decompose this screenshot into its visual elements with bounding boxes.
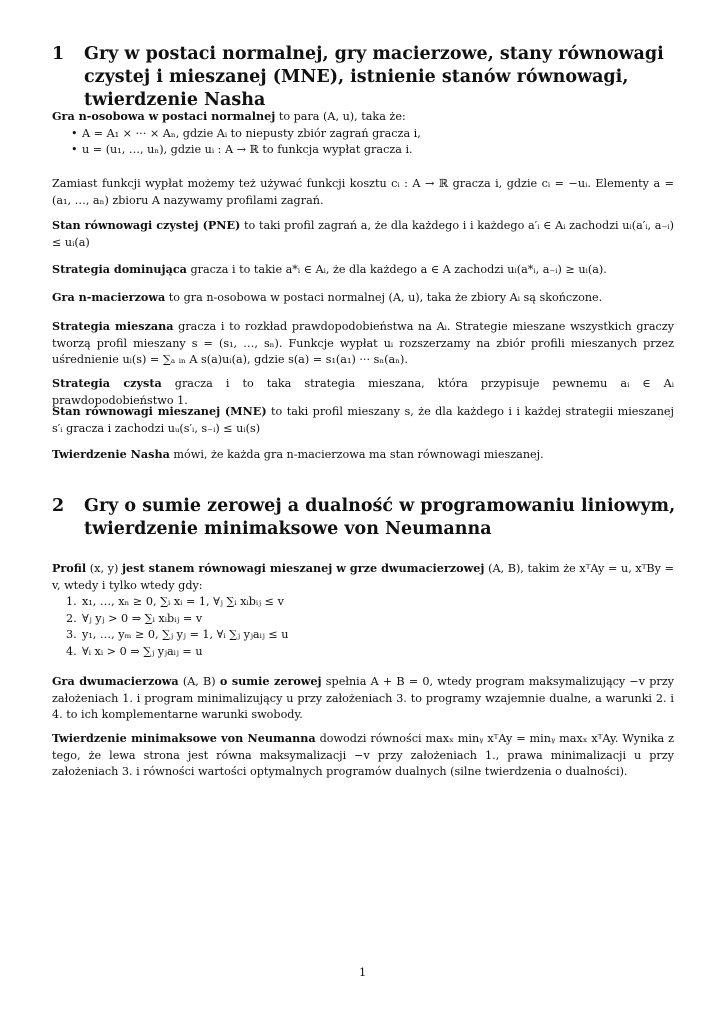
zero-sum-game-paragraph <box>52 673 674 724</box>
bimatrix-ab: (A, B) <box>178 675 220 688</box>
definition-normal-form-game <box>52 108 674 159</box>
condition-number: 4. <box>66 644 77 658</box>
section-1-heading <box>52 43 682 112</box>
condition-item <box>52 594 674 611</box>
page-number: 1 <box>358 966 367 979</box>
term-normal-form-game: Gra n-osobowa w postaci normalnej <box>52 109 276 123</box>
term-mixed-strategy: Strategia mieszana <box>52 319 174 333</box>
term-profile: Profil <box>52 561 87 575</box>
condition-item <box>52 627 674 644</box>
conditions-list <box>52 594 674 660</box>
definition-text: dowodzi równości maxₓ minᵧ xᵀAy = minᵧ maxₓ xᵀAy. Wynika z tego, że lewa strona jest równa maksymalizacji −v przy założeniach 1., prawa minimalizacji u przy założeniach 3. i równości wartości optymalnych programów dualnych (silne twierdzenia o dualności). <box>52 732 674 778</box>
paragraph-cost-function: Zamiast funkcji wypłat możemy też używać funkcji kosztu cᵢ : A → ℝ gracza i, gdzie cᵢ = −uᵢ. Elementy a = (a₁, …, aₙ) zbioru A nazywamy profilami zagrań. <box>52 177 674 207</box>
term-matrix-game: Gra n-macierzowa <box>52 290 166 304</box>
section-1-number: 1 <box>52 44 65 64</box>
mixed-equilibrium-conditions <box>52 560 674 660</box>
nash-theorem <box>52 446 674 464</box>
term-dominant-strategy: Strategia dominująca <box>52 262 187 276</box>
section-2-heading <box>52 495 682 541</box>
profile-xy: (x, y) <box>86 562 122 575</box>
definition-matrix-game <box>52 289 674 307</box>
term-bimatrix-equilibrium: jest stanem równowagi mieszanej w grze dwumacierzowej <box>122 561 485 575</box>
list-item: • A = A₁ × ··· × Aₙ, gdzie Aᵢ to niepusty zbiór zagrań gracza i, <box>52 126 674 143</box>
section-1-title: Gry w postaci normalnej, gry macierzowe, stany równowagi czystej i mieszanej (MNE), istnienie stanów równowagi, twierdzenie Nasha <box>84 44 664 110</box>
condition-text: y₁, …, yₘ ≥ 0, ∑ⱼ yⱼ = 1, ∀ᵢ ∑ⱼ yⱼaᵢⱼ ≤ u <box>82 628 289 641</box>
condition-text: ∀ᵢ xᵢ > 0 ⇒ ∑ⱼ yⱼaᵢⱼ = u <box>82 644 203 658</box>
condition-number: 3. <box>66 628 77 641</box>
definition-text: spełnia A + B = 0, wtedy program maksymalizujący −v przy założeniach 1. i program minimalizujący u przy założeniach 3. to programy wzajemnie dualne, a warunki 2. i 4. to ich komplementarne warunki swobody. <box>52 675 674 721</box>
condition-item <box>52 611 674 628</box>
term-zero-sum: o sumie zerowej <box>219 674 322 688</box>
term-pne: Stan równowagi czystej (PNE) <box>52 218 241 232</box>
section-2-title: Gry o sumie zerowej a dualność w programowaniu liniowym, twierdzenie minimaksowe von Neumanna <box>84 496 676 539</box>
term-minimax-theorem: Twierdzenie minimaksowe von Neumanna <box>52 731 316 745</box>
definition-dominant-strategy <box>52 261 674 279</box>
definition-text: gracza i to takie a*ᵢ ∈ Aᵢ, że dla każdego a ∈ A zachodzi uᵢ(a*ᵢ, a₋ᵢ) ≥ uᵢ(a). <box>186 263 607 276</box>
condition-number: 1. <box>66 595 77 608</box>
term-mne: Stan równowagi mieszanej (MNE) <box>52 404 267 418</box>
definition-text: to para (A, u), taka że: <box>275 110 406 123</box>
definition-text: mówi, że każda gra n-macierzowa ma stan równowagi mieszanej. <box>169 448 544 461</box>
definition-text: to taki profil mieszany s, że dla każdego i i każdej strategii mieszanej s′ᵢ gracza i zachodzi uᵤ(s′ᵢ, s₋ᵢ) ≤ uᵢ(s) <box>52 405 674 435</box>
definition-text: gracza i to taka strategia mieszana, która przypisuje pewnemu aᵢ ∈ Aᵢ prawdopodobieństwo 1. <box>52 377 674 407</box>
term-bimatrix-game: Gra dwumacierzowa <box>52 674 179 688</box>
bullet-list <box>52 126 674 159</box>
definition-mixed-strategy <box>52 318 674 369</box>
condition-item <box>52 644 674 661</box>
section-2-number: 2 <box>52 496 65 516</box>
condition-number: 2. <box>66 611 77 625</box>
list-item: • u = (u₁, …, uₙ), gdzie uᵢ : A → ℝ to funkcja wypłat gracza i. <box>52 142 674 159</box>
term-pure-strategy: Strategia czysta <box>52 376 162 390</box>
definition-mne <box>52 403 674 437</box>
condition-text: ∀ⱼ yⱼ > 0 ⇒ ∑ᵢ xᵢbᵢⱼ = v <box>82 611 203 625</box>
condition-text: x₁, …, xₙ ≥ 0, ∑ᵢ xᵢ = 1, ∀ⱼ ∑ᵢ xᵢbᵢⱼ ≤ v <box>82 595 284 608</box>
definition-text: to taki profil zagrań a, że dla każdego i i każdego a′ᵢ ∈ Aᵢ zachodzi uᵢ(a′ᵢ, a₋ᵢ) ≤ uᵢ(a) <box>52 219 674 249</box>
term-nash-theorem: Twierdzenie Nasha <box>52 447 170 461</box>
definition-text: to gra n-osobowa w postaci normalnej (A, u), taka że zbiory Aᵢ są skończone. <box>165 291 603 304</box>
minimax-theorem-paragraph <box>52 730 674 781</box>
definition-text: (A, B), takim że xᵀAy = u, xᵀBy = v, wtedy i tylko wtedy gdy: <box>52 562 674 592</box>
definition-text: gracza i to rozkład prawdopodobieństwa na Aᵢ. Strategie mieszane wszystkich graczy tworzą profil mieszany s = (s₁, …, sₙ). Funkcje wypłat uᵢ rozszerzamy na zbiór profili mieszanych przez uśrednienie uᵢ(s) = ∑ₐ ᵢₙ A s(a)uᵢ(a), gdzie s(a) = s₁(a₁) ··· sₙ(aₙ). <box>52 320 674 366</box>
definition-pne <box>52 217 674 251</box>
